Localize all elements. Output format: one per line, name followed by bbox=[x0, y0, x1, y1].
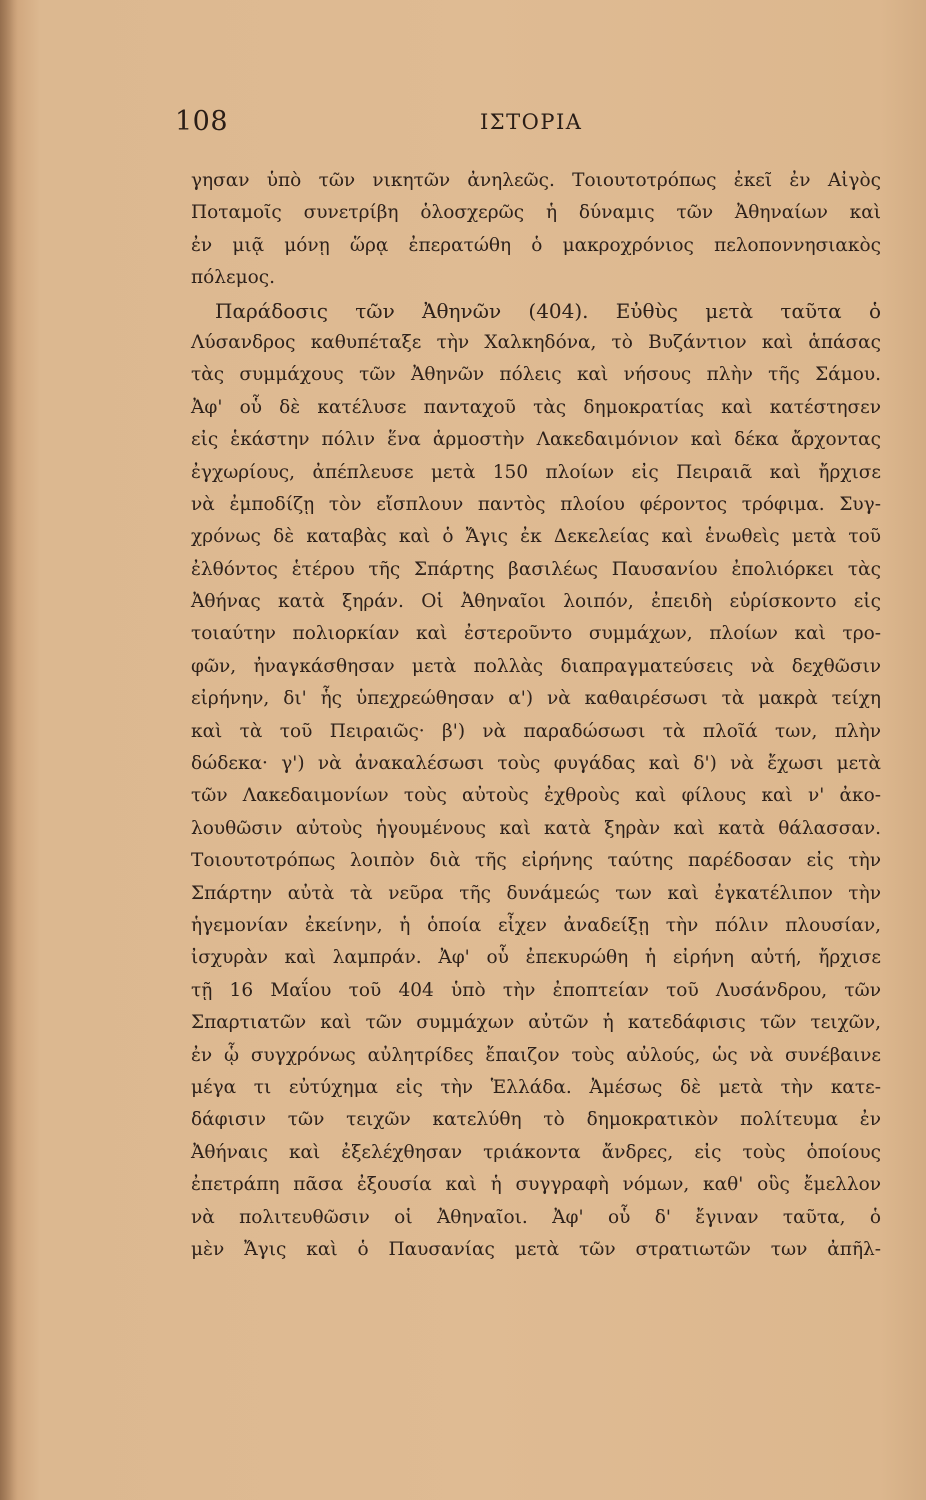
text-line: Ἀθήνας κατὰ ξηράν. Οἱ Ἀθηναῖοι λοιπόν, ἐπειδὴ εὑρίσκοντο εἰς bbox=[191, 591, 881, 613]
text-line: τῶν Λακεδαιμονίων τοὺς αὐτοὺς ἐχθροὺς καὶ φίλους καὶ ν' ἀκο- bbox=[191, 785, 881, 807]
text-line: ἐλθόντος ἑτέρου τῆς Σπάρτης βασιλέως Παυσανίου ἐπολιόρκει τὰς bbox=[191, 558, 881, 580]
text-line: μὲν Ἄγις καὶ ὁ Παυσανίας μετὰ τῶν στρατιωτῶν των ἀπῆλ- bbox=[191, 1238, 881, 1260]
text-line: Ποταμοῖς συνετρίβη ὁλοσχερῶς ἡ δύναμις τῶν Ἀθηναίων καὶ bbox=[191, 202, 881, 224]
text-line: τοιαύτην πολιορκίαν καὶ ἐστεροῦντο συμμάχων, πλοίων καὶ τρο- bbox=[191, 623, 881, 645]
text-line: νὰ πολιτευθῶσιν οἱ Ἀθηναῖοι. Ἀφ' οὗ δ' ἔγιναν ταῦτα, ὁ bbox=[191, 1206, 881, 1228]
section-heading-line: Παράδοσις τῶν Ἀθηνῶν (404). Εὐθὺς μετὰ ταῦτα ὁ bbox=[215, 298, 881, 323]
text-line: ἐν ᾧ συγχρόνως αὐλητρίδες ἔπαιζον τοὺς αὐλούς, ὡς νὰ συνέβαινε bbox=[191, 1044, 881, 1066]
text-line: ἐπετράπη πᾶσα ἐξουσία καὶ ἡ συγγραφὴ νόμων, καθ' οὓς ἔμελλον bbox=[191, 1174, 881, 1196]
text-line: ἡγεμονίαν ἐκείνην, ἡ ὁποία εἶχεν ἀναδείξῃ τὴν πόλιν πλουσίαν, bbox=[191, 914, 881, 936]
text-line: δάφισιν τῶν τειχῶν κατελύθη τὸ δημοκρατικὸν πολίτευμα ἐν bbox=[191, 1109, 881, 1131]
text-line: Σπαρτιατῶν καὶ τῶν συμμάχων αὐτῶν ἡ κατεδάφισις τῶν τειχῶν, bbox=[191, 1012, 881, 1034]
text-line: νὰ ἐμποδίζῃ τὸν εἴσπλουν παντὸς πλοίου φέροντος τρόφιμα. Συγ- bbox=[191, 493, 881, 515]
text-line: ἐγχωρίους, ἀπέπλευσε μετὰ 150 πλοίων εἰς Πειραιᾶ καὶ ἤρχισε bbox=[191, 461, 881, 483]
text-line: λουθῶσιν αὐτοὺς ἡγουμένους καὶ κατὰ ξηρὰν καὶ κατὰ θάλασσαν. bbox=[191, 817, 881, 839]
text-line: μέγα τι εὐτύχημα εἰς τὴν Ἑλλάδα. Ἀμέσως δὲ μετὰ τὴν κατε- bbox=[191, 1076, 881, 1098]
page-number: 108 bbox=[175, 106, 229, 137]
text-line: Λύσανδρος καθυπέταξε τὴν Χαλκηδόνα, τὸ Βυζάντιον καὶ ἁπάσας bbox=[191, 331, 881, 353]
text-line: τῇ 16 Μαΐου τοῦ 404 ὑπὸ τὴν ἐποπτείαν τοῦ Λυσάνδρου, τῶν bbox=[191, 979, 881, 1001]
text-line: εἰς ἑκάστην πόλιν ἕνα ἁρμοστὴν Λακεδαιμόνιον καὶ δέκα ἄρχοντας bbox=[191, 429, 881, 451]
text-line: φῶν, ἠναγκάσθησαν μετὰ πολλὰς διαπραγματεύσεις νὰ δεχθῶσιν bbox=[191, 655, 881, 677]
text-line: γησαν ὑπὸ τῶν νικητῶν ἀνηλεῶς. Τοιουτοτρόπως ἐκεῖ ἐν Αἰγὸς bbox=[191, 170, 881, 191]
text-line: Σπάρτην αὐτὰ τὰ νεῦρα τῆς δυνάμεώς των καὶ ἐγκατέλιπον τὴν bbox=[191, 882, 881, 904]
running-title: ΙΣΤΟΡΙΑ bbox=[480, 110, 583, 134]
text-line: εἰρήνην, δι' ἧς ὑπεχρεώθησαν α') νὰ καθαιρέσωσι τὰ μακρὰ τείχη bbox=[191, 688, 881, 710]
text-line: τὰς συμμάχους τῶν Ἀθηνῶν πόλεις καὶ νήσους πλὴν τῆς Σάμου. bbox=[191, 364, 881, 386]
text-line: χρόνως δὲ καταβὰς καὶ ὁ Ἄγις ἐκ Δεκελείας καὶ ἑνωθεὶς μετὰ τοῦ bbox=[191, 526, 881, 548]
text-line: καὶ τὰ τοῦ Πειραιῶς· β') νὰ παραδώσωσι τὰ πλοῖά των, πλὴν bbox=[191, 720, 881, 742]
page-header bbox=[175, 106, 875, 146]
text-line: ἰσχυρὰν καὶ λαμπράν. Ἀφ' οὗ ἐπεκυρώθη ἡ εἰρήνη αὐτή, ἤρχισε bbox=[191, 947, 881, 969]
text-line: ἐν μιᾷ μόνῃ ὥρᾳ ἐπερατώθη ὁ μακροχρόνιος πελοποννησιακὸς bbox=[191, 234, 881, 256]
body-text bbox=[191, 165, 881, 1266]
text-line: Τοιουτοτρόπως λοιπὸν διὰ τῆς εἰρήνης ταύτης παρέδοσαν εἰς τὴν bbox=[191, 850, 881, 872]
text-line: Ἀθήναις καὶ ἐξελέχθησαν τριάκοντα ἄνδρες, εἰς τοὺς ὁποίους bbox=[191, 1141, 881, 1163]
text-line: πόλεμος. bbox=[191, 267, 276, 289]
text-line: δώδεκα· γ') νὰ ἀνακαλέσωσι τοὺς φυγάδας καὶ δ') νὰ ἔχωσι μετὰ bbox=[191, 753, 881, 775]
text-line: Ἀφ' οὗ δὲ κατέλυσε πανταχοῦ τὰς δημοκρατίας καὶ κατέστησεν bbox=[191, 396, 881, 418]
